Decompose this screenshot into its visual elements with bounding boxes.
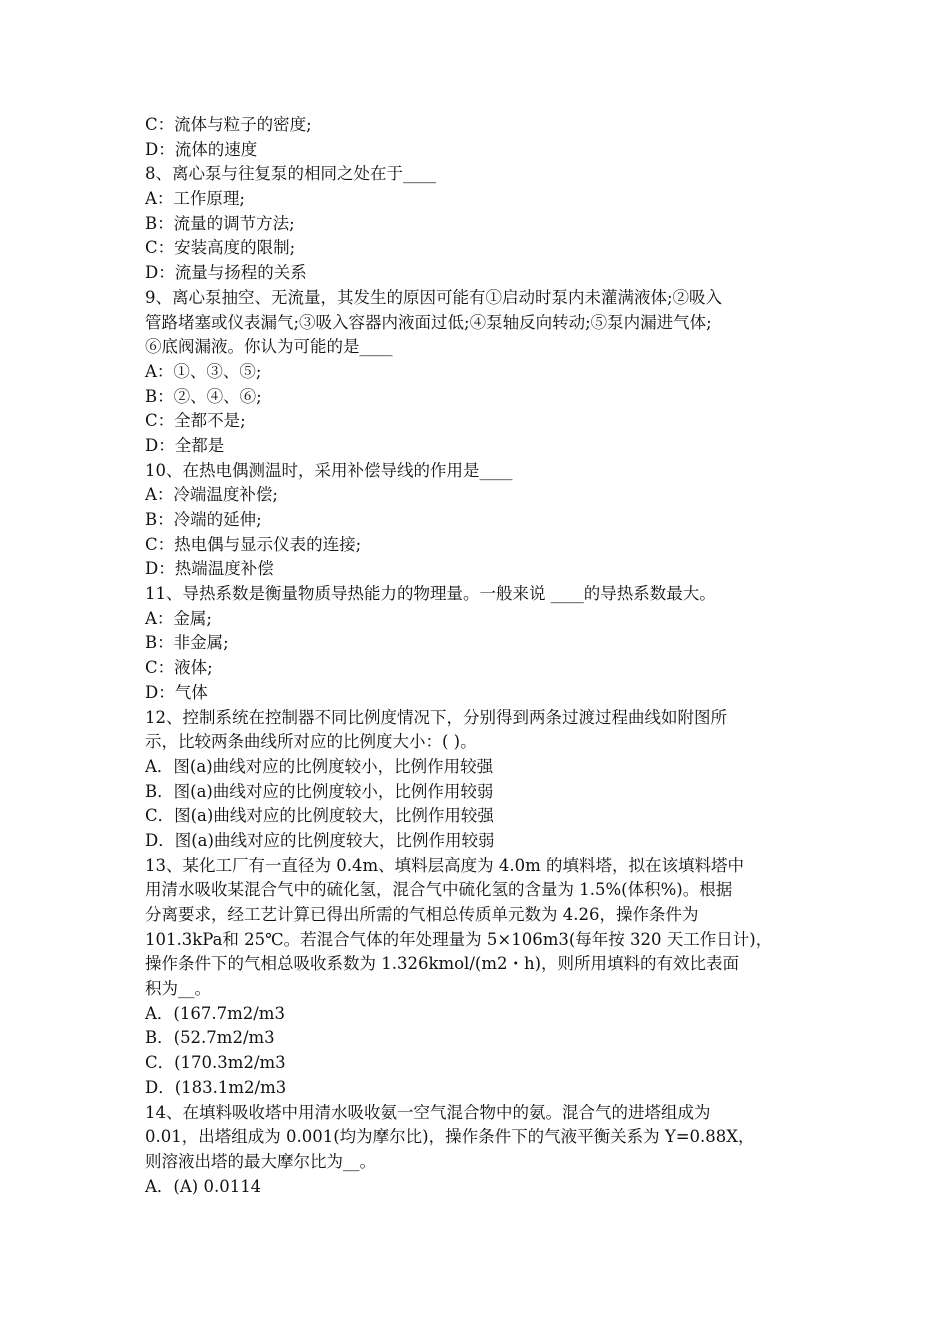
- option-text: C：液体;: [145, 658, 213, 678]
- document-page: [145, 113, 810, 1199]
- text-line: D：流体的速度: [145, 139, 258, 159]
- question-text: 则溶液出塔的最大摩尔比为__。: [145, 1151, 376, 1171]
- option-text: D：全都是: [145, 435, 225, 455]
- option-text: A．图(a)曲线对应的比例度较小，比例作用较强: [145, 756, 494, 776]
- question-text: 用清水吸收某混合气中的硫化氢，混合气中硫化氢的含量为 1.5%(体积%)。根据: [145, 880, 733, 900]
- option-text: D：流量与扬程的关系: [145, 263, 307, 283]
- question-text: 0.01，出塔组成为 0.001(均为摩尔比)，操作条件下的气液平衡关系为 Y=0.88X，: [145, 1127, 755, 1147]
- option-text: C．图(a)曲线对应的比例度较大，比例作用较强: [145, 806, 494, 826]
- option-text: C：热电偶与显示仪表的连接;: [145, 534, 362, 554]
- question-text: 14、在填料吸收塔中用清水吸收氨一空气混合物中的氨。混合气的进塔组成为: [145, 1102, 711, 1122]
- text-line: C：流体与粒子的密度;: [145, 115, 312, 134]
- option-text: C．(170.3m2/m3: [145, 1053, 286, 1073]
- option-text: B：非金属;: [145, 633, 229, 653]
- question-text: 13、某化工厂有一直径为 0.4m、填料层高度为 4.0m 的填料塔，拟在该填料塔中: [145, 855, 745, 875]
- option-text: B：②、④、⑥;: [145, 386, 262, 406]
- option-text: D：热端温度补偿: [145, 559, 274, 579]
- question-text: 8、离心泵与往复泵的相同之处在于____: [145, 164, 436, 184]
- option-text: A：冷端温度补偿;: [145, 485, 278, 505]
- question-text: 分离要求，经工艺计算已得出所需的气相总传质单元数为 4.26，操作条件为: [145, 905, 699, 924]
- option-text: C：安装高度的限制;: [145, 238, 296, 258]
- option-text: A：金属;: [145, 608, 212, 628]
- option-text: B：冷端的延伸;: [145, 510, 262, 529]
- question-text: 101.3kPa和 25℃。若混合气体的年处理量为 5×106m3(每年按 320 天工作日计)，: [145, 929, 773, 949]
- option-text: A．(A) 0.0114: [145, 1176, 262, 1196]
- question-text: ⑥底阀漏液。你认为可能的是____: [145, 337, 393, 357]
- option-text: A．(167.7m2/m3: [145, 1003, 285, 1023]
- question-text: 示，比较两条曲线所对应的比例度大小：( )。: [145, 732, 477, 752]
- option-text: B．(52.7m2/m3: [145, 1028, 275, 1048]
- option-text: D．(183.1m2/m3: [145, 1077, 287, 1097]
- option-text: C：全都不是;: [145, 411, 246, 431]
- option-text: B．图(a)曲线对应的比例度较小，比例作用较弱: [145, 781, 494, 801]
- question-text: 管路堵塞或仪表漏气;③吸入容器内液面过低;④泵轴反向转动;⑤泵内漏进气体;: [145, 312, 712, 332]
- question-text: 10、在热电偶测温时，采用补偿导线的作用是____: [145, 460, 513, 480]
- question-text: 9、离心泵抽空、无流量，其发生的原因可能有①启动时泵内未灌满液体;②吸入: [145, 287, 723, 307]
- option-text: D：气体: [145, 682, 208, 702]
- question-text: 积为__。: [145, 979, 211, 999]
- option-text: A：工作原理;: [145, 189, 245, 209]
- option-text: B：流量的调节方法;: [145, 213, 295, 233]
- option-text: A：①、③、⑤;: [145, 361, 262, 381]
- question-text: 12、控制系统在控制器不同比例度情况下，分别得到两条过渡过程曲线如附图所: [145, 707, 727, 727]
- option-text: D．图(a)曲线对应的比例度较大，比例作用较弱: [145, 830, 495, 850]
- question-text: 11、导热系数是衡量物质导热能力的物理量。一般来说 ____的导热系数最大。: [145, 584, 716, 604]
- question-text: 操作条件下的气相总吸收系数为 1.326kmol/(m2・h)，则所用填料的有效比表面: [145, 954, 740, 974]
